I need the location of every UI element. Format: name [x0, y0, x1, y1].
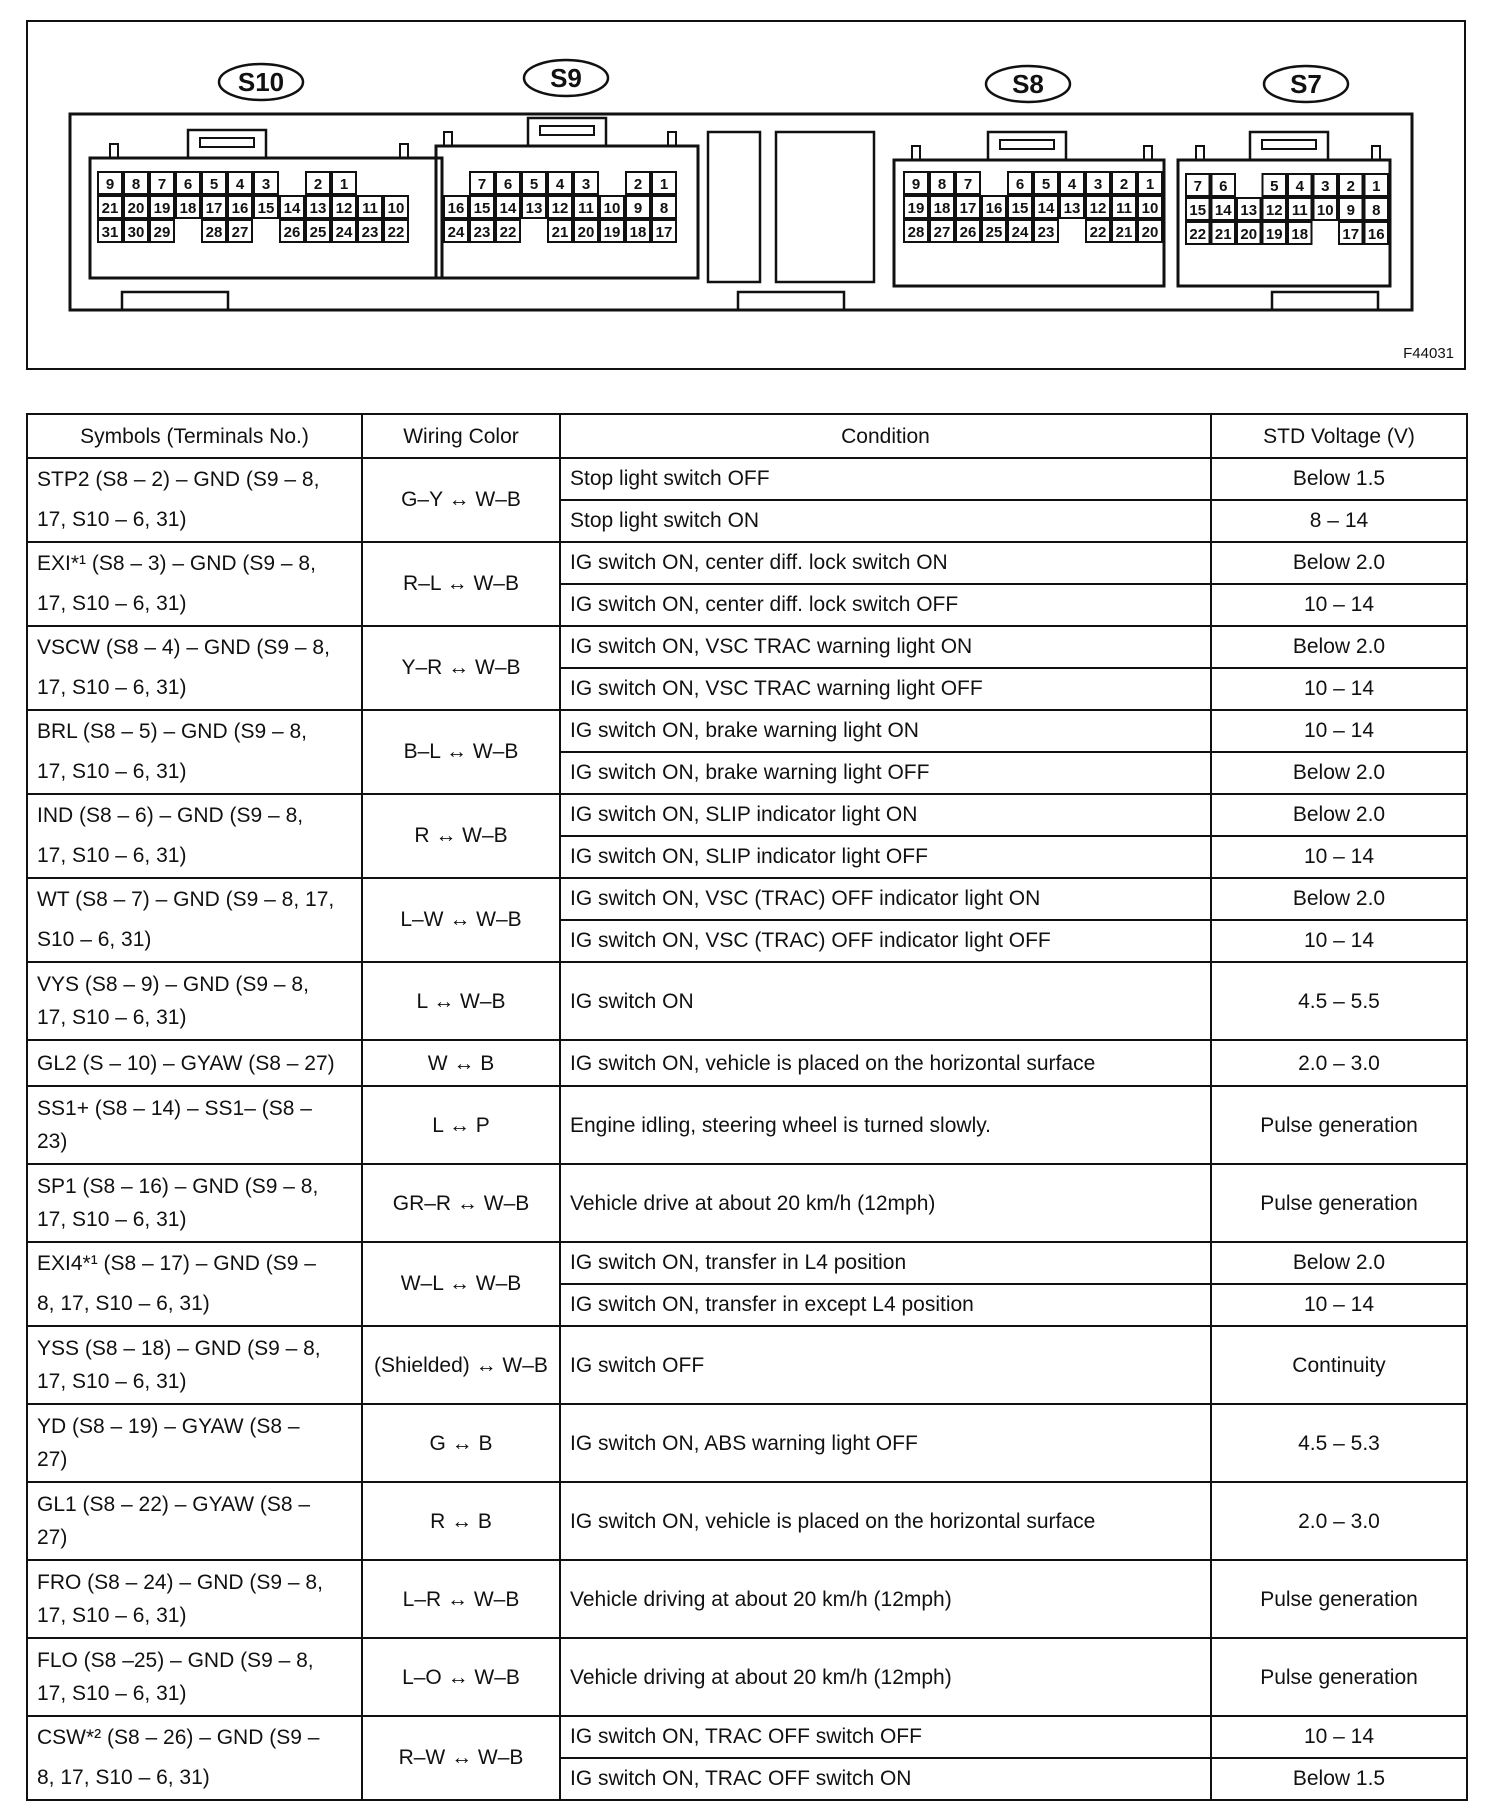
- terminal-number: 14: [283, 200, 301, 217]
- terminal-number: 19: [907, 200, 925, 217]
- terminal-number: 20: [1240, 226, 1258, 243]
- s9-label: S9: [550, 63, 582, 93]
- terminal-number: 28: [205, 224, 223, 241]
- terminal-number: 27: [933, 224, 951, 241]
- std-voltage-cell: Below 2.0: [1211, 752, 1467, 794]
- condition-cell: IG switch ON, SLIP indicator light OFF: [560, 836, 1211, 878]
- table-row: [27, 626, 1467, 668]
- symbol-line: 17, S10 – 6, 31): [37, 676, 187, 699]
- terminal-number: 8: [937, 176, 947, 193]
- symbol-line: GL2 (S – 10) – GYAW (S8 – 27): [37, 1051, 335, 1075]
- table-row: [27, 878, 1467, 920]
- symbol-line: FLO (S8 –25) – GND (S9 – 8,: [37, 1649, 314, 1672]
- terminal-number: 6: [1219, 178, 1228, 195]
- symbol-cell: [27, 1086, 362, 1164]
- symbol-line: BRL (S8 – 5) – GND (S9 – 8,: [37, 720, 307, 743]
- std-voltage-cell: 10 – 14: [1211, 920, 1467, 962]
- terminal-number: 18: [179, 200, 197, 217]
- terminal-number: 9: [911, 176, 921, 193]
- terminal-number: 4: [1295, 178, 1304, 195]
- wiring-color-cell: B–L ↔ W–B: [362, 710, 560, 794]
- std-voltage-cell: 4.5 – 5.3: [1211, 1404, 1467, 1482]
- terminal-number: 1: [1145, 176, 1155, 193]
- terminal-number: 2: [1119, 176, 1129, 193]
- terminal-number: 16: [1367, 226, 1385, 243]
- terminal-number: 26: [959, 224, 977, 241]
- wiring-color-cell: GR–R ↔ W–B: [362, 1164, 560, 1242]
- symbol-cell: [27, 1716, 362, 1800]
- terminal-number: 20: [577, 224, 595, 241]
- s10-corner-tab: [110, 144, 118, 158]
- std-voltage-cell: Pulse generation: [1211, 1560, 1467, 1638]
- terminal-number: 22: [1089, 224, 1107, 241]
- terminal-number: 11: [578, 200, 594, 217]
- s7-label: S7: [1290, 69, 1322, 99]
- std-voltage-cell: Below 2.0: [1211, 878, 1467, 920]
- condition-cell: IG switch ON, brake warning light OFF: [560, 752, 1211, 794]
- condition-cell: IG switch ON, SLIP indicator light ON: [560, 794, 1211, 836]
- terminal-number: 9: [1346, 202, 1355, 219]
- symbol-cell: [27, 1242, 362, 1326]
- terminal-number: 7: [963, 176, 973, 193]
- table-row: [27, 1040, 1467, 1086]
- s8-corner-tab: [1144, 146, 1152, 160]
- symbol-cell: [27, 1638, 362, 1716]
- condition-cell: Engine idling, steering wheel is turned slowly.: [560, 1086, 1211, 1164]
- symbol-cell: [27, 794, 362, 878]
- condition-cell: IG switch ON, vehicle is placed on the horizontal surface: [560, 1482, 1211, 1560]
- symbol-line: 17, S10 – 6, 31): [37, 592, 187, 615]
- terminal-number: 4: [555, 176, 565, 193]
- std-voltage-cell: 10 – 14: [1211, 710, 1467, 752]
- symbol-cell: [27, 626, 362, 710]
- s9-corner-tab: [668, 132, 676, 146]
- wiring-color-cell: R ↔ B: [362, 1482, 560, 1560]
- terminal-number: 25: [309, 224, 327, 241]
- symbol-line: YD (S8 – 19) – GYAW (S8 –: [37, 1415, 300, 1438]
- terminal-number: 18: [629, 224, 647, 241]
- terminal-number: 23: [361, 224, 379, 241]
- terminal-number: 1: [1372, 178, 1381, 195]
- terminal-number: 15: [1189, 202, 1207, 219]
- terminal-number: 17: [205, 200, 223, 217]
- terminal-number: 14: [1037, 200, 1055, 217]
- terminal-number: 31: [101, 224, 119, 241]
- symbol-cell: [27, 878, 362, 962]
- terminal-number: 25: [985, 224, 1003, 241]
- condition-cell: IG switch ON: [560, 962, 1211, 1040]
- symbol-line: 27): [37, 1448, 68, 1471]
- condition-cell: IG switch ON, VSC (TRAC) OFF indicator light OFF: [560, 920, 1211, 962]
- symbol-cell: [27, 1164, 362, 1242]
- terminal-number: 6: [503, 176, 513, 193]
- terminal-number: 4: [1067, 176, 1077, 193]
- condition-cell: IG switch ON, TRAC OFF switch OFF: [560, 1716, 1211, 1758]
- terminal-number: 20: [127, 200, 145, 217]
- table-row: [27, 1482, 1467, 1560]
- header-std-voltage: STD Voltage (V): [1211, 414, 1467, 458]
- terminal-number: 14: [1214, 202, 1232, 219]
- terminal-number: 3: [1321, 178, 1330, 195]
- terminal-number: 28: [907, 224, 925, 241]
- symbol-line: 8, 17, S10 – 6, 31): [37, 1292, 210, 1315]
- condition-cell: Stop light switch ON: [560, 500, 1211, 542]
- std-voltage-cell: 2.0 – 3.0: [1211, 1040, 1467, 1086]
- condition-cell: IG switch ON, transfer in L4 position: [560, 1242, 1211, 1284]
- table-header-row: [27, 414, 1467, 458]
- terminal-number: 24: [447, 224, 465, 241]
- condition-cell: IG switch ON, VSC TRAC warning light ON: [560, 626, 1211, 668]
- std-voltage-cell: Pulse generation: [1211, 1086, 1467, 1164]
- blank-socket-1: [708, 132, 760, 282]
- s9-latch-slot: [540, 126, 594, 135]
- condition-cell: IG switch ON, TRAC OFF switch ON: [560, 1758, 1211, 1800]
- terminal-number: 6: [1015, 176, 1025, 193]
- terminal-number: 13: [1063, 200, 1081, 217]
- symbol-cell: [27, 962, 362, 1040]
- std-voltage-cell: 4.5 – 5.5: [1211, 962, 1467, 1040]
- wiring-color-cell: R ↔ W–B: [362, 794, 560, 878]
- s10-latch-slot: [200, 138, 254, 147]
- terminal-number: 7: [477, 176, 487, 193]
- terminal-number: 9: [633, 200, 643, 217]
- table-row: [27, 458, 1467, 500]
- terminal-number: 17: [959, 200, 977, 217]
- header-wiring-color: Wiring Color: [362, 414, 560, 458]
- table-row: [27, 1086, 1467, 1164]
- symbol-line: FRO (S8 – 24) – GND (S9 – 8,: [37, 1571, 323, 1594]
- condition-cell: Vehicle driving at about 20 km/h (12mph): [560, 1638, 1211, 1716]
- symbol-line: YSS (S8 – 18) – GND (S9 – 8,: [37, 1337, 321, 1360]
- terminal-number: 15: [473, 200, 491, 217]
- figure-code: F44031: [1403, 345, 1454, 362]
- wiring-color-cell: L–R ↔ W–B: [362, 1560, 560, 1638]
- terminal-number: 11: [1291, 202, 1308, 219]
- s9-corner-tab: [444, 132, 452, 146]
- terminal-number: 23: [1037, 224, 1055, 241]
- symbol-line: 17, S10 – 6, 31): [37, 1604, 187, 1627]
- std-voltage-cell: Below 2.0: [1211, 542, 1467, 584]
- terminal-number: 13: [1240, 202, 1258, 219]
- terminal-number: 10: [1141, 200, 1159, 217]
- terminal-number: 7: [157, 176, 167, 193]
- terminal-number: 11: [1116, 200, 1132, 217]
- symbol-cell: [27, 1326, 362, 1404]
- std-voltage-cell: 10 – 14: [1211, 1716, 1467, 1758]
- terminal-number: 13: [309, 200, 327, 217]
- std-voltage-cell: Pulse generation: [1211, 1164, 1467, 1242]
- table-row: [27, 1716, 1467, 1758]
- wiring-color-cell: G–Y ↔ W–B: [362, 458, 560, 542]
- terminal-number: 12: [551, 200, 569, 217]
- wiring-color-cell: R–W ↔ W–B: [362, 1716, 560, 1800]
- symbol-line: S10 – 6, 31): [37, 928, 152, 951]
- terminal-number: 10: [387, 200, 405, 217]
- terminal-number: 3: [261, 176, 271, 193]
- terminal-number: 14: [499, 200, 517, 217]
- wiring-color-cell: Y–R ↔ W–B: [362, 626, 560, 710]
- condition-cell: IG switch ON, VSC (TRAC) OFF indicator light ON: [560, 878, 1211, 920]
- std-voltage-cell: Pulse generation: [1211, 1638, 1467, 1716]
- wiring-color-cell: L–W ↔ W–B: [362, 878, 560, 962]
- terminal-number: 24: [335, 224, 353, 241]
- terminal-number: 5: [1041, 176, 1051, 193]
- wiring-color-cell: G ↔ B: [362, 1404, 560, 1482]
- terminal-number: 16: [231, 200, 249, 217]
- terminal-number: 5: [529, 176, 539, 193]
- condition-cell: IG switch ON, transfer in except L4 position: [560, 1284, 1211, 1326]
- std-voltage-cell: Below 1.5: [1211, 458, 1467, 500]
- condition-cell: IG switch OFF: [560, 1326, 1211, 1404]
- connector-figure: [26, 20, 1466, 370]
- symbol-line: EXI4*¹ (S8 – 17) – GND (S9 –: [37, 1252, 316, 1275]
- table-row: [27, 1560, 1467, 1638]
- terminal-number: 23: [473, 224, 491, 241]
- terminal-number: 9: [105, 176, 115, 193]
- symbol-line: VYS (S8 – 9) – GND (S9 – 8,: [37, 973, 309, 996]
- table-row: [27, 962, 1467, 1040]
- terminal-number: 19: [603, 224, 621, 241]
- wiring-color-cell: L ↔ P: [362, 1086, 560, 1164]
- tab-bottom-1: [122, 292, 228, 310]
- symbol-line: 17, S10 – 6, 31): [37, 508, 187, 531]
- table-row: [27, 710, 1467, 752]
- wiring-color-cell: L ↔ W–B: [362, 962, 560, 1040]
- condition-cell: IG switch ON, center diff. lock switch ON: [560, 542, 1211, 584]
- symbol-cell: [27, 1482, 362, 1560]
- std-voltage-cell: 10 – 14: [1211, 668, 1467, 710]
- std-voltage-cell: 10 – 14: [1211, 1284, 1467, 1326]
- s10-corner-tab: [400, 144, 408, 158]
- terminal-number: 27: [231, 224, 249, 241]
- table-row: [27, 794, 1467, 836]
- symbol-line: 17, S10 – 6, 31): [37, 1370, 187, 1393]
- std-voltage-cell: Below 2.0: [1211, 1242, 1467, 1284]
- std-voltage-cell: Continuity: [1211, 1326, 1467, 1404]
- s7-latch-slot: [1262, 140, 1316, 149]
- symbol-line: WT (S8 – 7) – GND (S9 – 8, 17,: [37, 888, 335, 911]
- symbol-cell: [27, 1040, 362, 1086]
- symbol-line: 8, 17, S10 – 6, 31): [37, 1766, 210, 1789]
- terminal-number: 3: [1093, 176, 1103, 193]
- std-voltage-cell: 2.0 – 3.0: [1211, 1482, 1467, 1560]
- condition-cell: IG switch ON, vehicle is placed on the horizontal surface: [560, 1040, 1211, 1086]
- terminal-number: 20: [1141, 224, 1159, 241]
- terminal-number: 30: [127, 224, 145, 241]
- terminal-number: 10: [1316, 202, 1334, 219]
- symbol-line: STP2 (S8 – 2) – GND (S9 – 8,: [37, 468, 320, 491]
- condition-cell: IG switch ON, ABS warning light OFF: [560, 1404, 1211, 1482]
- terminal-number: 1: [339, 176, 349, 193]
- terminal-number: 21: [101, 200, 119, 217]
- terminal-number: 7: [1193, 178, 1202, 195]
- terminal-number: 29: [153, 224, 171, 241]
- terminal-number: 19: [153, 200, 171, 217]
- symbol-cell: [27, 1560, 362, 1638]
- terminal-number: 21: [1115, 224, 1133, 241]
- terminal-number: 3: [581, 176, 591, 193]
- symbol-line: GL1 (S8 – 22) – GYAW (S8 –: [37, 1493, 311, 1516]
- s7-corner-tab: [1372, 146, 1380, 160]
- condition-cell: IG switch ON, brake warning light ON: [560, 710, 1211, 752]
- terminal-number: 11: [362, 200, 378, 217]
- terminal-number: 2: [1346, 178, 1355, 195]
- condition-cell: Vehicle driving at about 20 km/h (12mph): [560, 1560, 1211, 1638]
- symbol-line: 17, S10 – 6, 31): [37, 844, 187, 867]
- wiring-color-cell: L–O ↔ W–B: [362, 1638, 560, 1716]
- terminal-number: 5: [1270, 178, 1279, 195]
- tab-bottom-3: [1272, 292, 1378, 310]
- std-voltage-cell: 8 – 14: [1211, 500, 1467, 542]
- wiring-color-cell: R–L ↔ W–B: [362, 542, 560, 626]
- std-voltage-cell: 10 – 14: [1211, 836, 1467, 878]
- symbol-line: 23): [37, 1130, 68, 1153]
- std-voltage-cell: 10 – 14: [1211, 584, 1467, 626]
- symbol-line: VSCW (S8 – 4) – GND (S9 – 8,: [37, 636, 330, 659]
- symbol-line: CSW*² (S8 – 26) – GND (S9 –: [37, 1726, 320, 1749]
- symbol-line: EXI*¹ (S8 – 3) – GND (S9 – 8,: [37, 552, 316, 575]
- terminal-number: 16: [985, 200, 1003, 217]
- terminal-number: 18: [1291, 226, 1309, 243]
- s10-label: S10: [237, 67, 285, 97]
- terminal-number: 10: [603, 200, 621, 217]
- terminal-number: 12: [335, 200, 353, 217]
- symbol-cell: [27, 458, 362, 542]
- s8-latch-slot: [1000, 140, 1054, 149]
- symbol-cell: [27, 542, 362, 626]
- symbol-line: SP1 (S8 – 16) – GND (S9 – 8,: [37, 1175, 319, 1198]
- terminal-number: 21: [1214, 226, 1232, 243]
- terminal-number: 18: [933, 200, 951, 217]
- std-voltage-cell: Below 1.5: [1211, 1758, 1467, 1800]
- terminal-number: 22: [1189, 226, 1207, 243]
- table-row: [27, 1242, 1467, 1284]
- header-symbols: Symbols (Terminals No.): [27, 414, 362, 458]
- std-voltage-cell: Below 2.0: [1211, 794, 1467, 836]
- s8-label: S8: [1012, 69, 1044, 99]
- terminal-number: 17: [655, 224, 673, 241]
- s8-corner-tab: [912, 146, 920, 160]
- terminal-number: 4: [235, 176, 245, 193]
- condition-cell: IG switch ON, center diff. lock switch OFF: [560, 584, 1211, 626]
- wiring-color-cell: (Shielded) ↔ W–B: [362, 1326, 560, 1404]
- std-voltage-cell: Below 2.0: [1211, 626, 1467, 668]
- condition-cell: IG switch ON, VSC TRAC warning light OFF: [560, 668, 1211, 710]
- wiring-color-cell: W–L ↔ W–B: [362, 1242, 560, 1326]
- terminal-number: 22: [387, 224, 405, 241]
- symbol-line: 17, S10 – 6, 31): [37, 1006, 187, 1029]
- symbol-line: SS1+ (S8 – 14) – SS1– (S8 –: [37, 1097, 312, 1120]
- condition-cell: Vehicle drive at about 20 km/h (12mph): [560, 1164, 1211, 1242]
- terminal-number: 21: [551, 224, 569, 241]
- symbol-line: 17, S10 – 6, 31): [37, 1208, 187, 1231]
- table-row: [27, 542, 1467, 584]
- table-row: [27, 1164, 1467, 1242]
- terminal-number: 17: [1342, 226, 1360, 243]
- terminal-number: 8: [659, 200, 669, 217]
- symbol-line: 17, S10 – 6, 31): [37, 760, 187, 783]
- table-row: [27, 1326, 1467, 1404]
- wiring-color-cell: W ↔ B: [362, 1040, 560, 1086]
- tab-bottom-2: [738, 292, 844, 310]
- terminal-number: 6: [183, 176, 193, 193]
- terminal-number: 26: [283, 224, 301, 241]
- symbol-line: 17, S10 – 6, 31): [37, 1682, 187, 1705]
- symbol-line: 27): [37, 1526, 68, 1549]
- connector-diagram: [28, 22, 1464, 368]
- table-row: [27, 1404, 1467, 1482]
- condition-cell: Stop light switch OFF: [560, 458, 1211, 500]
- terminal-number: 1: [659, 176, 669, 193]
- symbol-cell: [27, 710, 362, 794]
- header-condition: Condition: [560, 414, 1211, 458]
- terminal-number: 12: [1265, 202, 1283, 219]
- terminal-number: 8: [1372, 202, 1381, 219]
- terminal-number: 12: [1089, 200, 1107, 217]
- table-row: [27, 1638, 1467, 1716]
- terminal-number: 16: [447, 200, 465, 217]
- s7-corner-tab: [1196, 146, 1204, 160]
- terminal-number: 5: [209, 176, 219, 193]
- terminal-number: 8: [131, 176, 141, 193]
- blank-socket-2: [776, 132, 874, 282]
- terminal-number: 2: [313, 176, 323, 193]
- terminal-number: 15: [257, 200, 275, 217]
- terminal-spec-table: [26, 413, 1468, 1801]
- terminal-number: 15: [1011, 200, 1029, 217]
- terminal-number: 24: [1011, 224, 1029, 241]
- symbol-cell: [27, 1404, 362, 1482]
- terminal-number: 22: [499, 224, 517, 241]
- symbol-line: IND (S8 – 6) – GND (S9 – 8,: [37, 804, 304, 827]
- terminal-number: 19: [1265, 226, 1283, 243]
- terminal-number: 13: [525, 200, 543, 217]
- terminal-number: 2: [633, 176, 643, 193]
